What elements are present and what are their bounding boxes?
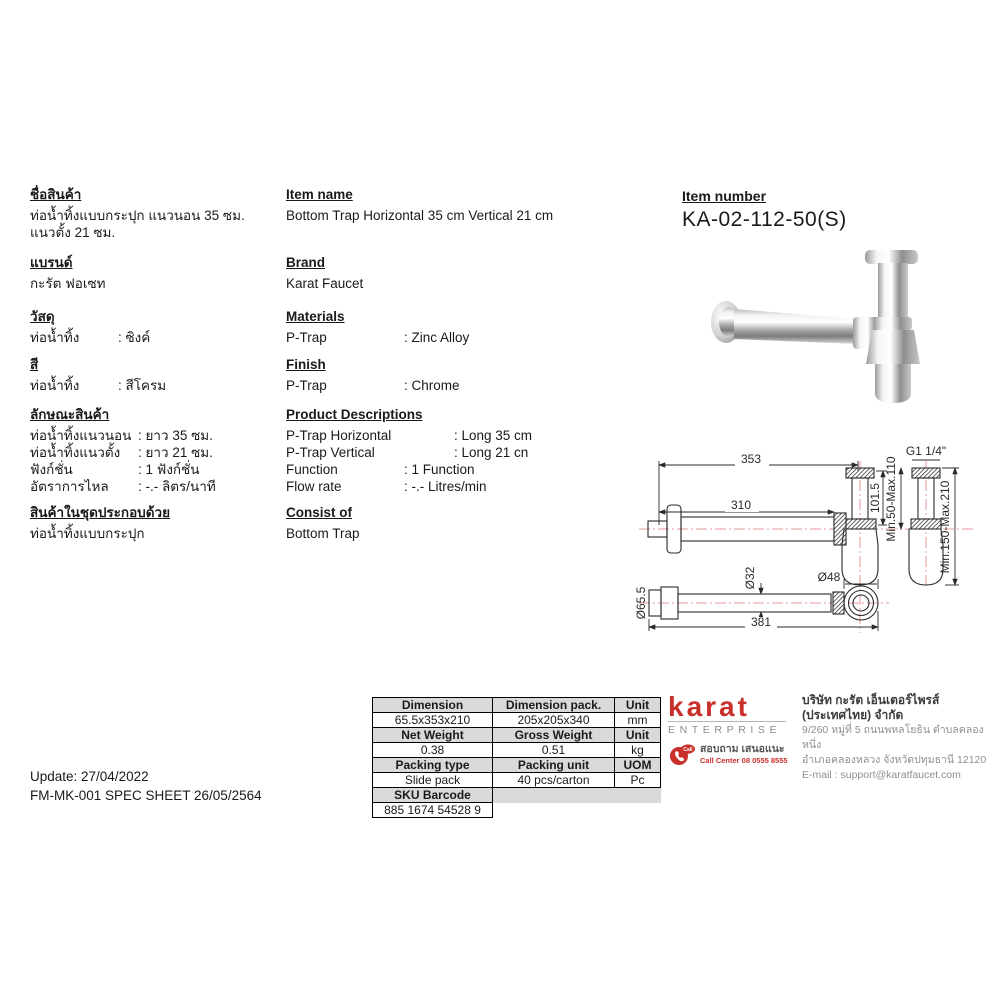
form-reference: FM-MK-001 SPEC SHEET 26/05/2564 bbox=[30, 788, 262, 803]
karat-logo-enterprise: ENTERPRISE bbox=[668, 721, 786, 736]
table-header-cell: Unit bbox=[615, 698, 661, 713]
section-finish bbox=[286, 356, 596, 394]
section-title: สี bbox=[30, 357, 39, 372]
product-name-th-line1: ท่อน้ำทิ้งแบบกระปุก แนวนอน 35 ซม. bbox=[30, 208, 245, 223]
horizontal-pipe bbox=[734, 309, 860, 344]
spec-value: : Long 21 cn bbox=[454, 445, 529, 460]
item-number-block bbox=[682, 188, 847, 232]
table-row bbox=[373, 803, 661, 818]
dimension-labels bbox=[634, 444, 952, 629]
spec-label: ท่อน้ำทิ้ง bbox=[30, 330, 80, 345]
spec-value: : Zinc Alloy bbox=[404, 330, 470, 345]
spec-label: P-Trap Horizontal bbox=[286, 428, 392, 443]
top-nut-2 bbox=[912, 468, 940, 478]
body-nut bbox=[846, 519, 876, 529]
brand-value: Karat Faucet bbox=[286, 276, 364, 291]
spec-label: ท่อน้ำทิ้ง bbox=[30, 378, 80, 393]
table-header-cell: Packing type bbox=[373, 758, 493, 773]
table-header-cell: Dimension pack. bbox=[493, 698, 615, 713]
table-row bbox=[373, 713, 661, 728]
spec-row bbox=[30, 478, 282, 495]
table-row bbox=[373, 788, 661, 803]
spec-value: : -.- ลิตร/นาที bbox=[138, 479, 216, 494]
company-name: บริษัท กะรัต เอ็นเตอร์ไพรส์ (ประเทศไทย) จำกัด bbox=[802, 693, 940, 722]
spec-label: P-Trap Vertical bbox=[286, 445, 375, 460]
section-title: ชื่อสินค้า bbox=[30, 187, 82, 202]
nut-plan bbox=[833, 592, 844, 614]
table-void-cell bbox=[493, 788, 615, 803]
section-product-descriptions bbox=[286, 406, 596, 495]
spec-value: : ยาว 21 ซม. bbox=[138, 445, 213, 460]
dim-65-5: Ø65.5 bbox=[634, 586, 648, 620]
table-header-cell: SKU Barcode bbox=[373, 788, 493, 803]
section-title: Consist of bbox=[286, 505, 352, 520]
section-title: วัสดุ bbox=[30, 309, 55, 324]
section-color-th bbox=[30, 356, 282, 394]
table-row bbox=[373, 743, 661, 758]
table-row bbox=[373, 773, 661, 788]
company-email: E-mail : support@karatfaucet.com bbox=[802, 769, 961, 781]
section-materials-th bbox=[30, 308, 282, 346]
spec-row bbox=[30, 329, 282, 346]
dim-101-5: 101.5 bbox=[868, 482, 882, 514]
section-title: สินค้าในชุดประกอบด้วย bbox=[30, 505, 171, 520]
section-consist-th bbox=[30, 504, 282, 542]
update-date: Update: 27/04/2022 bbox=[30, 769, 149, 784]
table-cell: Pc bbox=[615, 773, 661, 788]
spec-row bbox=[286, 461, 596, 478]
section-brand bbox=[286, 254, 596, 292]
spec-value: : 1 ฟังก์ชั่น bbox=[138, 462, 200, 477]
table-cell: kg bbox=[615, 743, 661, 758]
spec-value: : -.- Litres/min bbox=[404, 479, 487, 494]
table-header-cell: Dimension bbox=[373, 698, 493, 713]
spec-value: : ซิงค์ bbox=[118, 330, 151, 345]
table-header-cell: Unit bbox=[615, 728, 661, 743]
spec-row bbox=[30, 444, 282, 461]
spec-value: : สีโครม bbox=[118, 378, 167, 393]
item-number-title: Item number bbox=[682, 188, 767, 204]
phone-call-icon bbox=[668, 743, 696, 767]
spec-label: ท่อน้ำทิ้งแนวนอน bbox=[30, 428, 132, 443]
spec-row bbox=[286, 377, 596, 394]
table-cell: 65.5x353x210 bbox=[373, 713, 493, 728]
top-nut bbox=[846, 468, 874, 478]
spec-label: ท่อน้ำทิ้งแนวตั้ง bbox=[30, 445, 121, 460]
table-header-cell: UOM bbox=[615, 758, 661, 773]
spec-label: P-Trap bbox=[286, 378, 327, 393]
section-title: Finish bbox=[286, 357, 326, 372]
spec-label: อัตราการไหล bbox=[30, 479, 109, 494]
section-title: Product Descriptions bbox=[286, 407, 423, 422]
spec-row bbox=[286, 444, 596, 461]
dim-353: 353 bbox=[740, 452, 762, 466]
body-nut-2 bbox=[911, 519, 941, 529]
spec-value: : 1 Function bbox=[404, 462, 475, 477]
section-materials bbox=[286, 308, 596, 346]
spec-value: : ยาว 35 ซม. bbox=[138, 428, 213, 443]
dim-32: Ø32 bbox=[743, 566, 757, 590]
table-cell: 0.38 bbox=[373, 743, 493, 758]
spec-row bbox=[30, 427, 282, 444]
table-row bbox=[373, 698, 661, 713]
table-header-cell: Net Weight bbox=[373, 728, 493, 743]
dim-thread-g: G1 1/4" bbox=[905, 444, 947, 458]
spec-row bbox=[286, 427, 596, 444]
dim-381: 381 bbox=[750, 615, 772, 629]
vertical-inlet-pipe bbox=[878, 263, 908, 319]
footer-note bbox=[30, 767, 262, 805]
spec-row bbox=[30, 461, 282, 478]
section-title: แบรนด์ bbox=[30, 255, 73, 270]
section-brand-th bbox=[30, 254, 282, 292]
side-view bbox=[648, 468, 943, 585]
consist-th-value: ท่อน้ำทิ้งแบบกระปุก bbox=[30, 526, 145, 541]
table-cell: 205x205x340 bbox=[493, 713, 615, 728]
karat-logo-block bbox=[668, 691, 796, 767]
section-product-name-th bbox=[30, 186, 282, 241]
spec-value: : Long 35 cm bbox=[454, 428, 533, 443]
table-header-cell: Packing unit bbox=[493, 758, 615, 773]
table-row bbox=[373, 758, 661, 773]
section-title: Materials bbox=[286, 309, 345, 324]
spec-label: ฟังก์ชั่น bbox=[30, 462, 73, 477]
dim-48: Ø48 bbox=[817, 570, 841, 584]
table-row bbox=[373, 728, 661, 743]
section-title: Brand bbox=[286, 255, 326, 270]
dim-min150-max210: Min.150-Max.210 bbox=[938, 480, 952, 574]
spec-row bbox=[286, 329, 596, 346]
call-center-texts bbox=[700, 744, 788, 766]
company-address-line2: อำเภอคลองหลวง จังหวัดปทุมธานี 12120 bbox=[802, 754, 987, 766]
top-flange-ring bbox=[865, 250, 918, 264]
product-name-th-line2: แนวตั้ง 21 ซม. bbox=[30, 225, 116, 240]
call-center-row bbox=[668, 743, 796, 767]
inquiry-label: สอบถาม เสนอแนะ bbox=[700, 743, 785, 755]
table-cell: 0.51 bbox=[493, 743, 615, 758]
table-cell: 40 pcs/carton bbox=[493, 773, 615, 788]
item-number-code: KA-02-112-50(S) bbox=[682, 208, 847, 231]
technical-drawing bbox=[633, 437, 985, 649]
table-cell: mm bbox=[615, 713, 661, 728]
spec-label: Function bbox=[286, 462, 338, 477]
trap-cone bbox=[866, 330, 920, 364]
karat-logo-wordmark: karat bbox=[668, 691, 750, 722]
spec-row bbox=[286, 478, 596, 495]
dimension-lines bbox=[649, 460, 959, 631]
p-trap-photo-illustration bbox=[711, 250, 920, 403]
call-center-number: Call Center 08 0555 8555 bbox=[700, 756, 788, 765]
table-void-cell bbox=[493, 803, 615, 818]
brand-th-value: กะรัต ฟอเซท bbox=[30, 276, 106, 291]
section-consist-of bbox=[286, 504, 596, 542]
section-title: ลักษณะสินค้า bbox=[30, 407, 110, 422]
company-info-block bbox=[802, 693, 997, 783]
consist-of-value: Bottom Trap bbox=[286, 526, 360, 541]
dim-min50-max110: Min.50-Max.110 bbox=[884, 456, 898, 542]
section-characteristics-th bbox=[30, 406, 282, 495]
spec-row bbox=[30, 377, 282, 394]
packing-spec-table bbox=[372, 697, 661, 818]
table-cell: Slide pack bbox=[373, 773, 493, 788]
table-void-cell bbox=[615, 788, 661, 803]
svg-text:Call: Call bbox=[683, 746, 693, 753]
dim-310: 310 bbox=[730, 498, 752, 512]
section-title: Item name bbox=[286, 187, 353, 202]
item-name-value: Bottom Trap Horizontal 35 cm Vertical 21 cm bbox=[286, 208, 554, 223]
table-header-cell: Gross Weight bbox=[493, 728, 615, 743]
section-item-name bbox=[286, 186, 596, 224]
spec-label: Flow rate bbox=[286, 479, 342, 494]
centerlines bbox=[639, 461, 975, 633]
company-address-line1: 9/260 หมู่ที่ 5 ถนนพหลโยธิน ตำบลคลองหนึ่ง bbox=[802, 724, 984, 751]
trap-cup bbox=[875, 364, 911, 403]
spec-value: : Chrome bbox=[404, 378, 460, 393]
product-photo bbox=[700, 240, 985, 425]
table-void-cell bbox=[615, 803, 661, 818]
collar-nut bbox=[874, 317, 912, 330]
sku-barcode-value: 885 1674 54528 9 bbox=[373, 803, 493, 818]
spec-label: P-Trap bbox=[286, 330, 327, 345]
